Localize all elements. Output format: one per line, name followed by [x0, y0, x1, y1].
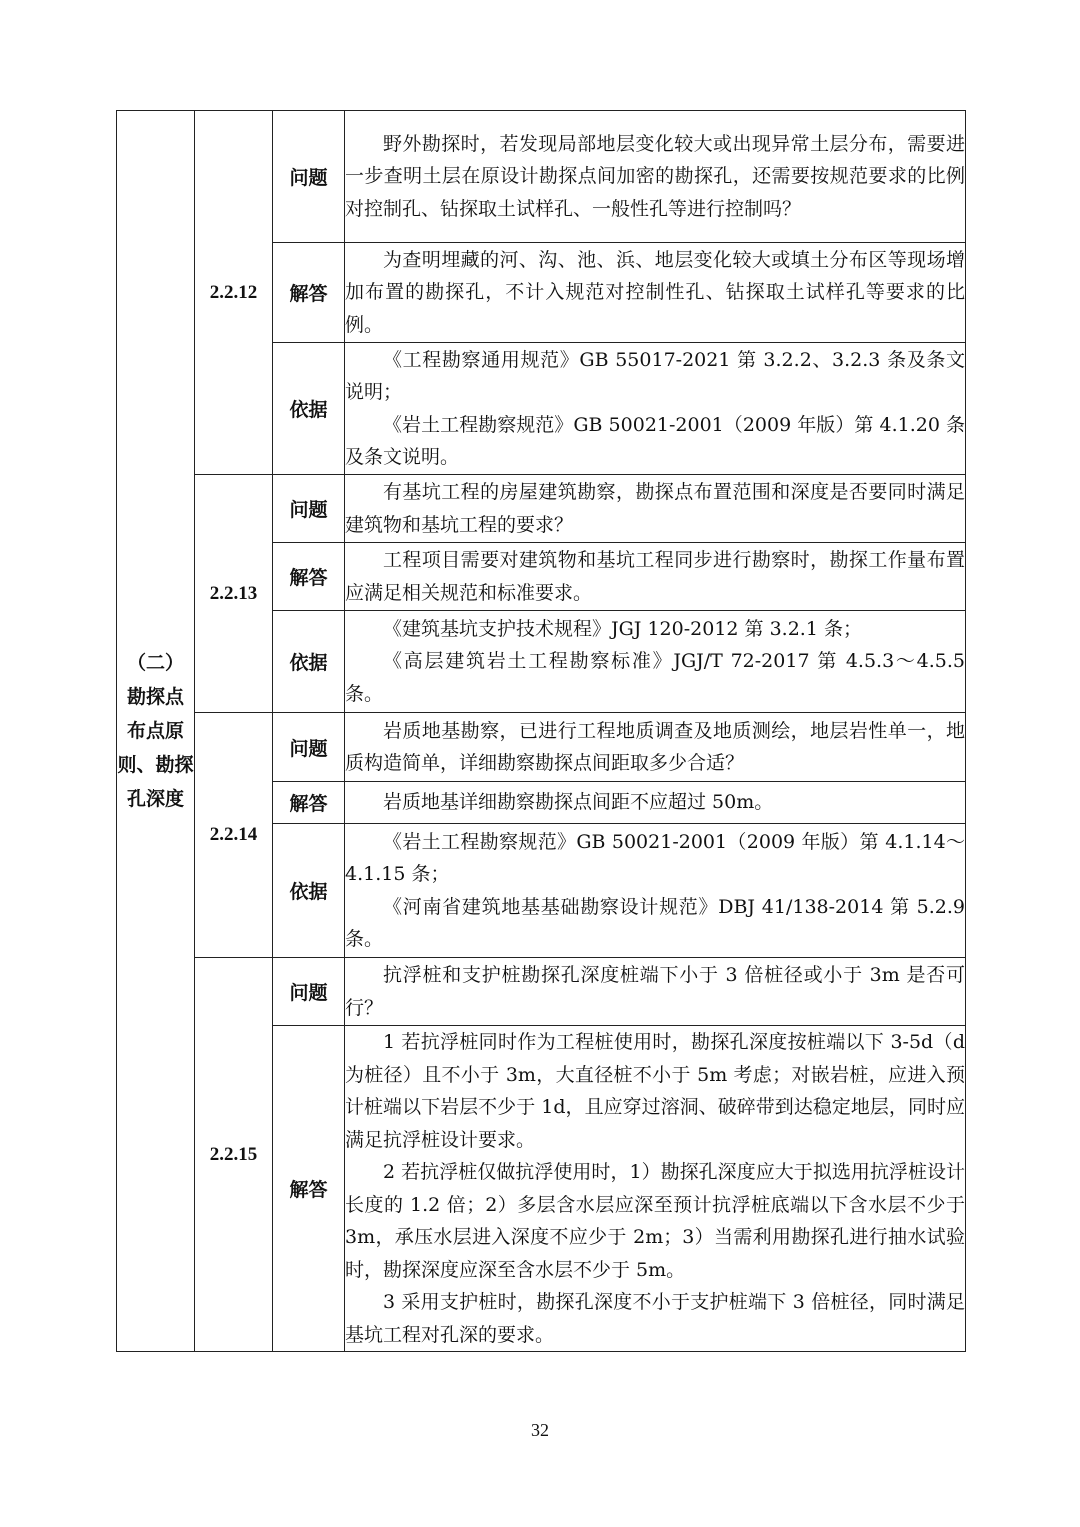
answer-text: 1 若抗浮桩同时作为工程桩使用时，勘探孔深度按桩端以下 3-5d（d 为桩径）且不小于 3m，大直径桩不小于 5m 考虑；对嵌岩桩，应进入预计桩端以下岩层不少于 1d，且应穿过溶洞、破碎带到达稳定地层，同时应满足抗浮桩设计要求。 2 若抗浮桩仅做抗浮使用时，1）勘探孔深度应大于拟选用抗浮桩设计长度的 1.2 倍；2）多层含水层应深至预计抗浮桩底端以下含水层不少于 3m，承压水层进入深度不应少于 2m；3）当需利用勘探孔进行抽水试验时，勘探深度应深至含水层不少于 5m。 3 采用支护桩时，勘探孔深度不小于支护桩端下 3 倍桩径，同时满足基坑工程对孔深的要求。: [345, 1026, 966, 1352]
table-row: [117, 475, 966, 543]
question-label: 问题: [273, 958, 345, 1026]
qa-table: [116, 110, 966, 1352]
question-label: 问题: [273, 713, 345, 782]
basis-label: 依据: [273, 343, 345, 475]
basis-label: 依据: [273, 824, 345, 958]
question-label: 问题: [273, 111, 345, 243]
question-text: 野外勘探时，若发现局部地层变化较大或出现异常土层分布，需要进一步查明土层在原设计勘探点间加密的勘探孔，还需要按规范要求的比例对控制孔、钻探取土试样孔、一般性孔等进行控制吗？: [345, 111, 966, 243]
category-line: 则、勘探: [117, 754, 194, 776]
answer-text: 工程项目需要对建筑物和基坑工程同步进行勘察时，勘探工作量布置应满足相关规范和标准要求。: [345, 543, 966, 611]
entry-number: 2.2.12: [195, 111, 273, 475]
answer-label: 解答: [273, 543, 345, 611]
question-text: 抗浮桩和支护桩勘探孔深度桩端下小于 3 倍桩径或小于 3m 是否可行？: [345, 958, 966, 1026]
answer-text: 岩质地基详细勘察勘探点间距不应超过 50m。: [345, 782, 966, 824]
entry-number: 2.2.14: [195, 713, 273, 958]
question-label: 问题: [273, 475, 345, 543]
table-row: [117, 713, 966, 782]
category-cell: [117, 111, 195, 1352]
answer-label: 解答: [273, 1026, 345, 1352]
question-text: 有基坑工程的房屋建筑勘察，勘探点布置范围和深度是否要同时满足建筑物和基坑工程的要求？: [345, 475, 966, 543]
category-line: 孔深度: [126, 788, 184, 810]
answer-label: 解答: [273, 782, 345, 824]
answer-label: 解答: [273, 243, 345, 343]
basis-text: 《工程勘察通用规范》GB 55017-2021 第 3.2.2、3.2.3 条及条文说明； 《岩土工程勘察规范》GB 50021-2001（2009 年版）第 4.1.20 条及条文说明。: [345, 343, 966, 475]
category-line: 布点原: [126, 720, 184, 742]
basis-text: 《岩土工程勘察规范》GB 50021-2001（2009 年版）第 4.1.14～4.1.15 条； 《河南省建筑地基基础勘察设计规范》DBJ 41/138-2014 第 5.2.9 条。: [345, 824, 966, 958]
table-row: [117, 958, 966, 1026]
page-number: 32: [531, 1420, 549, 1440]
answer-text: 为查明埋藏的河、沟、池、浜、地层变化较大或填土分布区等现场增加布置的勘探孔，不计入规范对控制性孔、钻探取土试样孔等要求的比例。: [345, 243, 966, 343]
category-line: 勘探点: [126, 686, 184, 708]
basis-label: 依据: [273, 611, 345, 713]
entry-number: 2.2.15: [195, 958, 273, 1352]
entry-number: 2.2.13: [195, 475, 273, 713]
table-row: [117, 111, 966, 243]
basis-text: 《建筑基坑支护技术规程》JGJ 120-2012 第 3.2.1 条； 《高层建筑岩土工程勘察标准》JGJ/T 72-2017 第 4.5.3～4.5.5 条。: [345, 611, 966, 713]
question-text: 岩质地基勘察，已进行工程地质调查及地质测绘，地层岩性单一，地质构造简单，详细勘察勘探点间距取多少合适？: [345, 713, 966, 782]
category-line: （二）: [126, 652, 184, 674]
